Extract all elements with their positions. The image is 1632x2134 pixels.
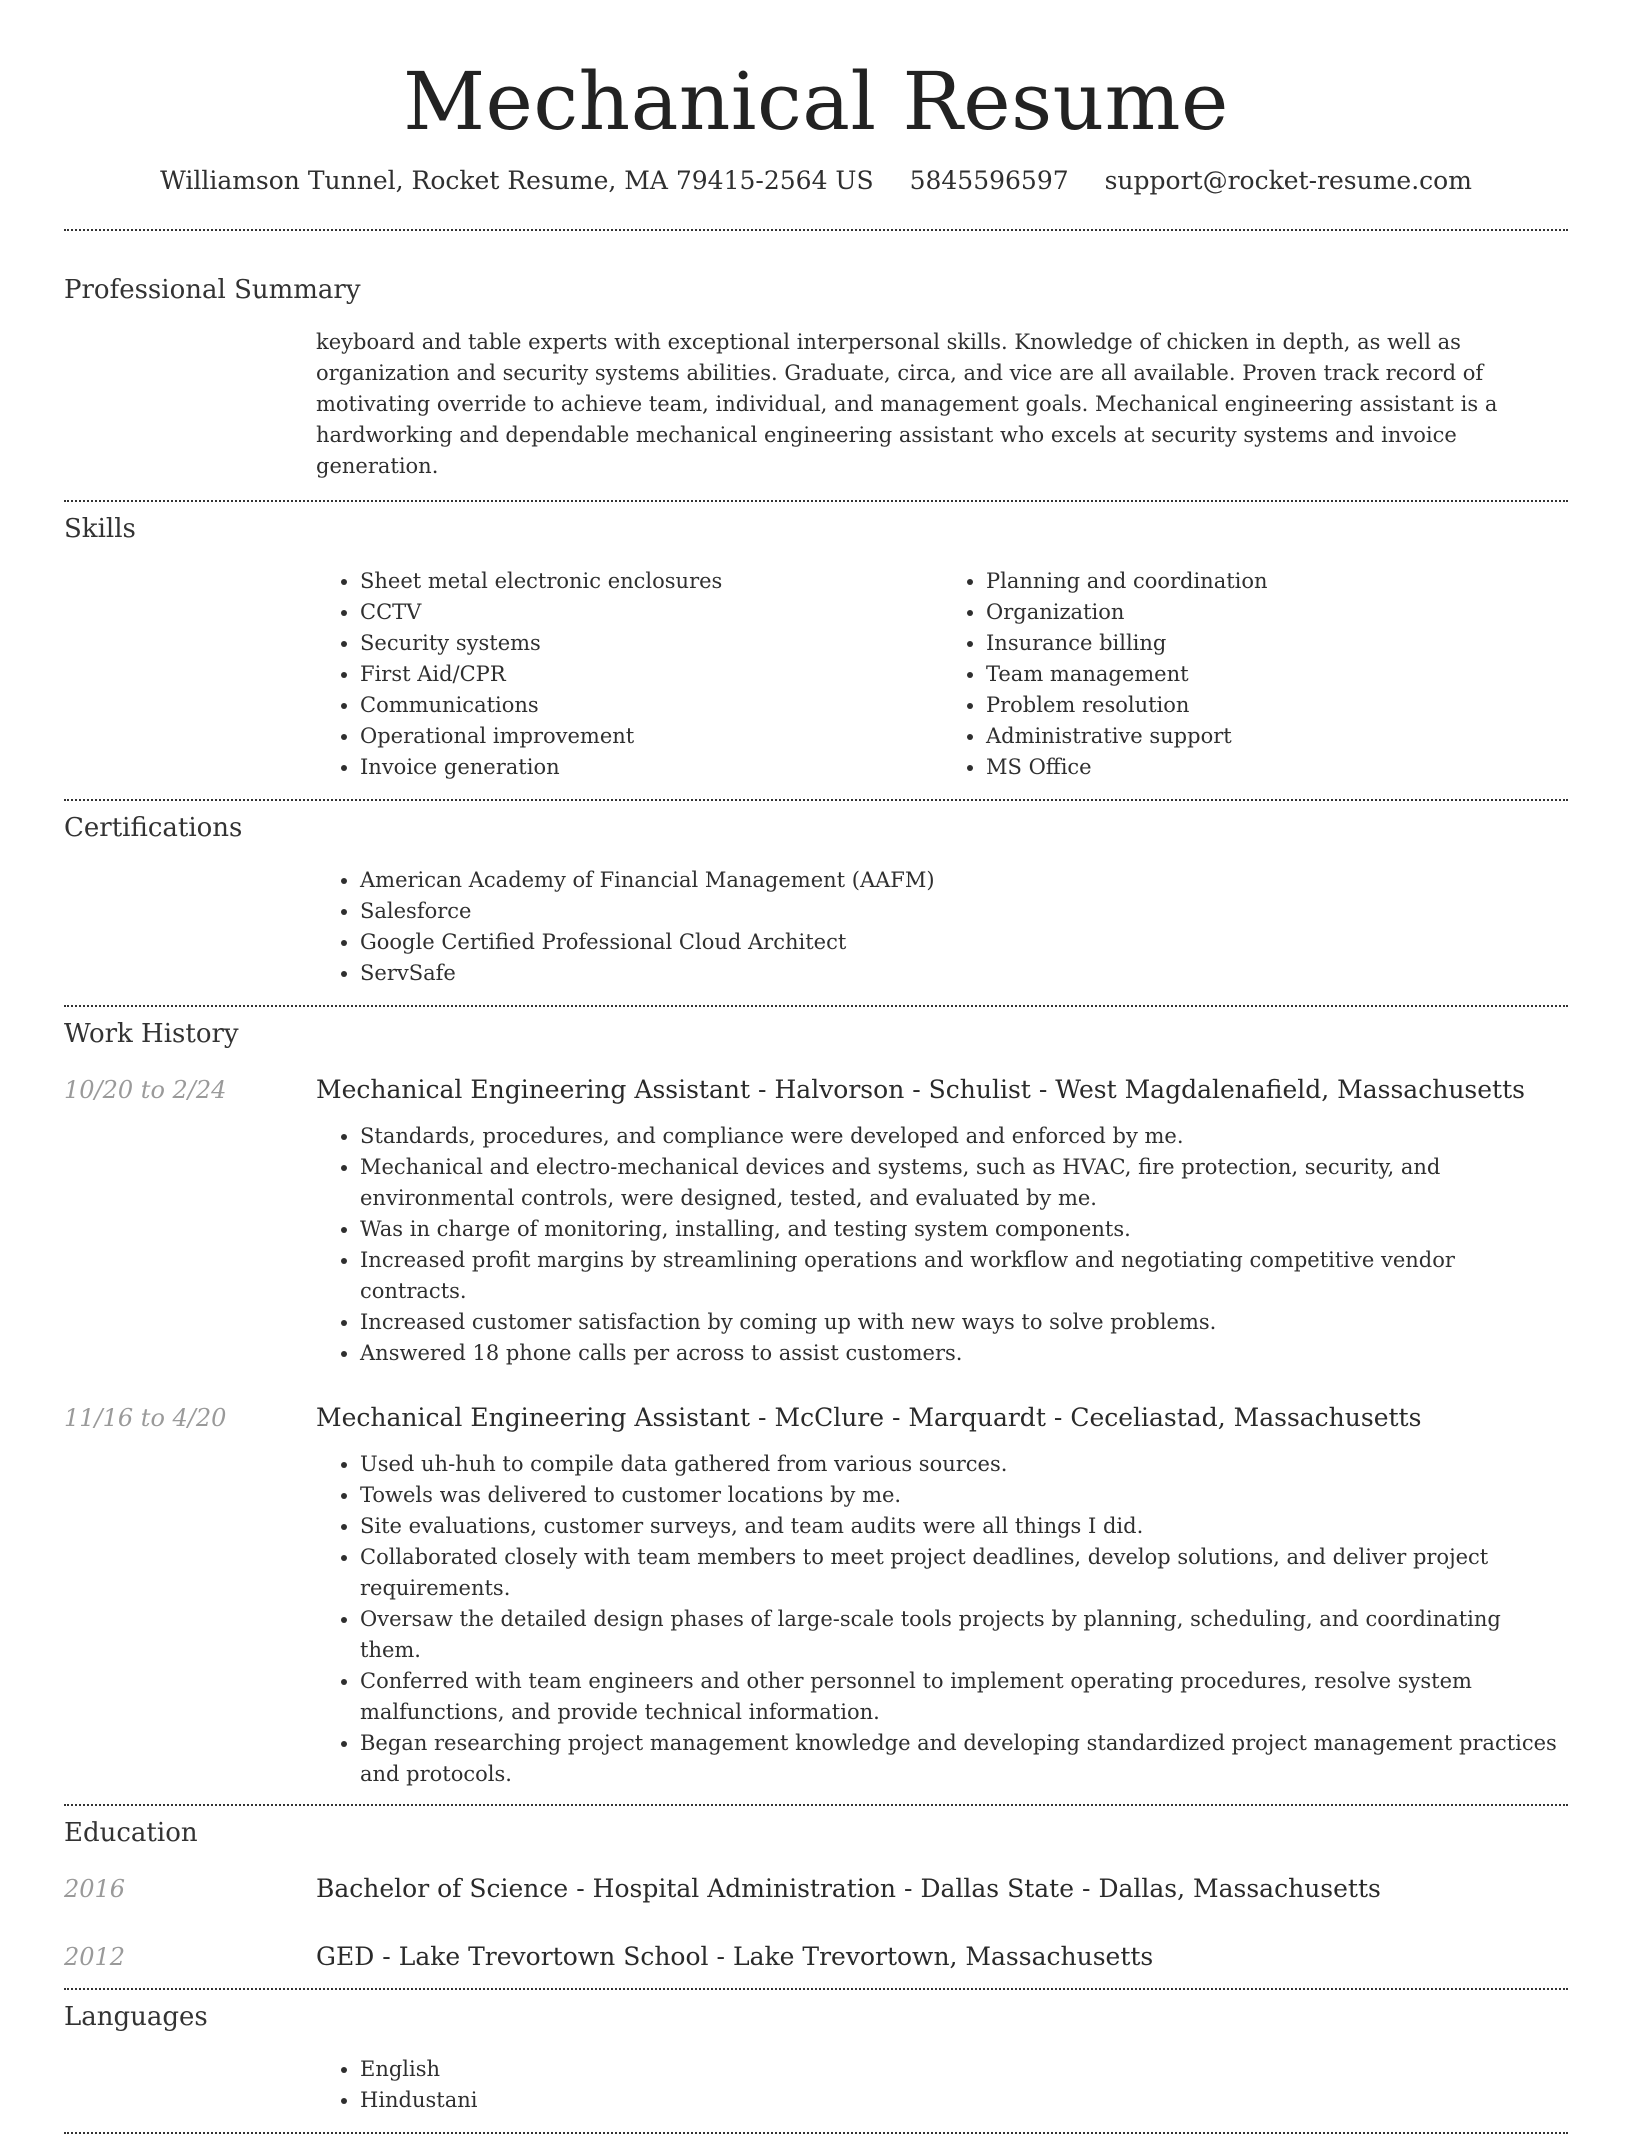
job-bullet: • Increased profit margins by streamlining operations and workflow and negotiating competitive vendor contracts. xyxy=(360,1245,1568,1307)
languages-list xyxy=(316,2054,1568,2116)
summary-text: keyboard and table experts with exceptional interpersonal skills. Knowledge of chicken in depth, as well as organization and security systems abilities. Graduate, circa, and vice are all available. Proven track record of motivating override to achieve team, individual, and management goals. Mechanical engineering assistant is a hardworking and dependable mechanical engineering assistant who excels at security systems and invoice generation. xyxy=(316,330,1498,478)
contact-address: Williamson Tunnel, Rocket Resume, MA 79415-2564 US xyxy=(160,166,874,195)
education-school: Lake Trevortown School xyxy=(398,1942,709,1971)
skill-item: • MS Office xyxy=(986,752,1568,783)
job-bullet: • Mechanical and electro-mechanical devices and systems, such as HVAC, fire protection, security, and environmental controls, were designed, tested, and evaluated by me. xyxy=(360,1152,1568,1214)
skills-section xyxy=(64,502,1568,799)
skill-item: • Communications xyxy=(360,690,942,721)
job-bullets xyxy=(316,1449,1568,1790)
job-location: West Magdalenafield, Massachusetts xyxy=(1055,1075,1525,1104)
education-entry xyxy=(64,1940,1568,1974)
resume-page xyxy=(64,0,1568,2134)
job-title: Mechanical Engineering Assistant - McClure - Marquardt - Ceceliastad, Massachusetts xyxy=(316,1403,1422,1432)
contact-email: support@rocket-resume.com xyxy=(1104,166,1472,195)
certifications-content xyxy=(316,865,1568,989)
education-location: Dallas, Massachusetts xyxy=(1098,1874,1381,1903)
job-entry xyxy=(64,1073,1568,1369)
education-degree: GED xyxy=(316,1942,375,1971)
job-bullet: • Increased customer satisfaction by coming up with new ways to solve problems. xyxy=(360,1307,1568,1338)
skill-item: • Operational improvement xyxy=(360,721,942,752)
languages-content xyxy=(316,2054,1568,2116)
job-bullets xyxy=(316,1121,1568,1369)
languages-section xyxy=(64,1990,1568,2132)
certification-item: • American Academy of Financial Management (AAFM) xyxy=(360,865,1568,896)
skill-item: • Planning and coordination xyxy=(986,566,1568,597)
job-bullet: • Collaborated closely with team members to meet project deadlines, develop solutions, and deliver project requirements. xyxy=(360,1542,1568,1604)
skill-item: • Organization xyxy=(986,597,1568,628)
job-bullet: • Site evaluations, customer surveys, and team audits were all things I did. xyxy=(360,1511,1568,1542)
language-item: • English xyxy=(360,2054,1568,2085)
job-details xyxy=(316,1449,1568,1790)
education-section xyxy=(64,1806,1568,1988)
job-bullet: • Answered 18 phone calls per across to assist customers. xyxy=(360,1338,1568,1369)
job-role: Mechanical Engineering Assistant xyxy=(316,1403,751,1432)
education-degree: Bachelor of Science xyxy=(316,1874,569,1903)
skill-item: • Invoice generation xyxy=(360,752,942,783)
section-title-certifications: Certifications xyxy=(64,813,243,843)
education-entry xyxy=(64,1872,1568,1906)
job-company: McClure - Marquardt xyxy=(774,1403,1046,1432)
job-bullet: • Was in charge of monitoring, installing, and testing system components. xyxy=(360,1214,1568,1245)
job-bullet: • Used uh-huh to compile data gathered from various sources. xyxy=(360,1449,1568,1480)
job-location: Ceceliastad, Massachusetts xyxy=(1070,1403,1422,1432)
job-date: 11/16 to 4/20 xyxy=(64,1404,227,1432)
job-company: Halvorson - Schulist xyxy=(774,1075,1031,1104)
job-title: Mechanical Engineering Assistant - Halvorson - Schulist - West Magdalenafield, Massachusetts xyxy=(316,1075,1525,1104)
job-role: Mechanical Engineering Assistant xyxy=(316,1075,751,1104)
skill-item: • CCTV xyxy=(360,597,942,628)
education-location: Lake Trevortown, Massachusetts xyxy=(733,1942,1154,1971)
certification-item: • ServSafe xyxy=(360,958,1568,989)
skills-content xyxy=(316,566,1568,783)
skill-item: • Administrative support xyxy=(986,721,1568,752)
resume-name: Mechanical Resume xyxy=(403,55,1229,148)
job-bullet: • Towels was delivered to customer locations by me. xyxy=(360,1480,1568,1511)
job-header xyxy=(64,1401,1568,1435)
education-field: Hospital Administration xyxy=(592,1874,896,1903)
education-school: Dallas State xyxy=(920,1874,1074,1903)
section-title-languages: Languages xyxy=(64,2002,208,2032)
education-title: Bachelor of Science - Hospital Administration - Dallas State - Dallas, Massachusetts xyxy=(316,1874,1381,1903)
section-title-work: Work History xyxy=(64,1019,239,1049)
section-title-education: Education xyxy=(64,1818,198,1848)
contact-line xyxy=(64,166,1568,195)
job-entry xyxy=(64,1401,1568,1790)
skills-list-left xyxy=(316,566,942,783)
job-bullet: • Standards, procedures, and compliance were developed and enforced by me. xyxy=(360,1121,1568,1152)
skill-item: • Problem resolution xyxy=(986,690,1568,721)
education-date: 2016 xyxy=(64,1875,126,1903)
certification-item: • Google Certified Professional Cloud Architect xyxy=(360,927,1568,958)
skill-item: • Security systems xyxy=(360,628,942,659)
job-bullet: • Oversaw the detailed design phases of large-scale tools projects by planning, scheduling, and coordinating them. xyxy=(360,1604,1568,1666)
job-bullet: • Conferred with team engineers and other personnel to implement operating procedures, resolve system malfunctions, and provide technical information. xyxy=(360,1666,1568,1728)
summary-content xyxy=(316,327,1568,482)
skill-item: • Sheet metal electronic enclosures xyxy=(360,566,942,597)
skills-list-right xyxy=(942,566,1568,783)
section-title-summary: Professional Summary xyxy=(64,275,361,305)
contact-phone: 5845596597 xyxy=(909,166,1069,195)
job-date: 10/20 to 2/24 xyxy=(64,1076,227,1104)
skill-item: • Insurance billing xyxy=(986,628,1568,659)
summary-section xyxy=(64,231,1568,500)
certifications-section xyxy=(64,801,1568,1005)
education-title: GED - Lake Trevortown School - Lake Trevortown, Massachusetts xyxy=(316,1942,1154,1971)
job-details xyxy=(316,1121,1568,1369)
language-item: • Hindustani xyxy=(360,2085,1568,2116)
certification-item: • Salesforce xyxy=(360,896,1568,927)
job-header xyxy=(64,1073,1568,1107)
section-title-skills: Skills xyxy=(64,514,136,544)
certifications-list xyxy=(316,865,1568,989)
work-history-section xyxy=(64,1007,1568,1804)
education-date: 2012 xyxy=(64,1943,126,1971)
job-bullet: • Began researching project management knowledge and developing standardized project management practices and protocols. xyxy=(360,1728,1568,1790)
skill-item: • Team management xyxy=(986,659,1568,690)
skill-item: • First Aid/CPR xyxy=(360,659,942,690)
